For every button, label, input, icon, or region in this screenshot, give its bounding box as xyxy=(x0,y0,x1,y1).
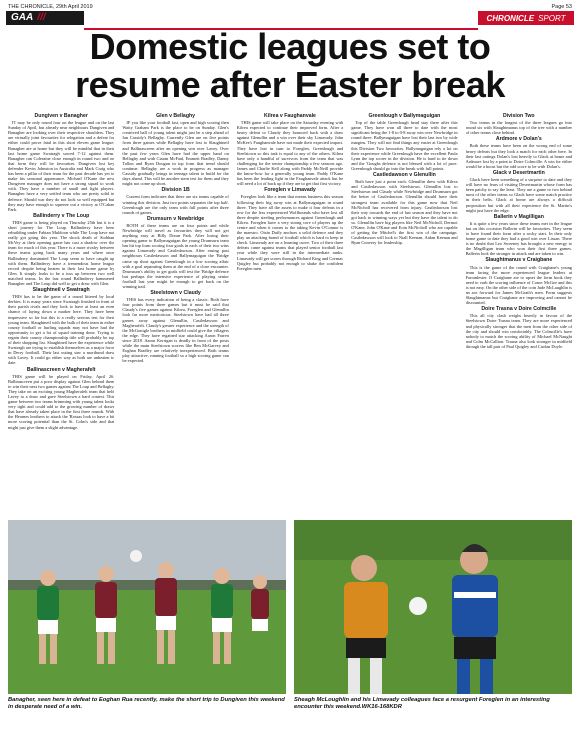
article-heading: Ballinderry v The Loup xyxy=(33,212,90,219)
article-body: This is the game of the round with Craigbane's young team facing the more experienced league leaders at Farranlester. If Craigbane are to upset the form book they need to curb the scoring influence of Conor McGee and this is not easy. On the other side of the coin Jude McLaughlin is an ace forward for James McGrath's men. Form suggests Slaughtmanus but Craigbane are improving and cannot be discounted. xyxy=(465,264,572,306)
article-heading: Ballinascreen v Magherafelt xyxy=(26,366,96,373)
article-body: Two teams in the longest of the three leagues go into round six with Slaughtmanus top of the tree with a number of other teams close behind. xyxy=(465,120,572,136)
article-body: IF you like your football fast, open and high scoring then Watty Graham Park is the place to be on Sunday. Glen's contrived ball of young talent might just be a step ahead of Ian Cassidy's Bellaghy. Currently Glen are on five points from three games while Bellaghy have lost to Slaughtneil and Ballinascreen after an opening win over Lavey. Over the past few years Glen have had the upper hand on Bellaghy and with Ciaran McFaul, Emmett Bradley, Danny Tallon and Ryan Dougan in top form that trend should continue. Bellaghy are a work in progress as manager Cassidy gradually brings in teenage talent to build for the days ahead. This will be another stern test for them and they might not come up short. xyxy=(122,120,229,187)
photo-row xyxy=(8,520,572,694)
photo-captions xyxy=(8,697,572,727)
right-photo-caption: Sheagh McLoughlin and his Limavady colleagues face a resurgent Foreglen in an interesting encounter this weekend.WK16-168KDR xyxy=(294,697,550,710)
column-5 xyxy=(466,112,572,516)
article-heading: Ardmore v Dolan's xyxy=(495,136,542,143)
article-heading: Dungiven v Banagher xyxy=(34,113,88,119)
article-body: THIS game will take place on the Saturday evening with Kilrea expected to continue their improved form. After a heavy defeat to Claudy they bounced back with a draw against Glenullin and a win over their sky Limavady. John McKee's Faughanvale have not made their expected impact. They have lost in turn to Foreglen, Greenlough and Steelstown so this task is equal to any of the others. Kilrea have only a handful of survivors from the team that was challenging for the senior championship a few seasons ago. James and Charlie Kell along with Paddy McNeill provide the know-how for a generally young team. Paddy O'Kane has been the leading light in the Faughanvale attack but he will need a lot of back up if they are to get that first victory. xyxy=(236,120,344,187)
article-body: Both these teams have been on the wrong end of some heavy defeats but they look a match for each other here. In their last outings Dolan's lost heavily to Glack at home and Ardmore lost by a point to Doire Colmcille. A win for either would be a boost but the odd score to be with Dolan's. xyxy=(465,143,572,169)
article-body: THIS has every indication of being a classic. Both have four points from three games but it must be said that Claudy's five games against Kilrea, Foreglen and Glenullin look far more meritorious. Steelstown have had all three games away against Glenullin, Castledawson and Magherafelt. Claudy's greater experience and the strength of the McGonigle brothers in midfield could give the villagers the edge. They have regained star attacking Aaron Farren since 2018. Aaron Kerrigan is deadly in front of the posts while the main Steelstown scorers like Ben McGarvey and Eoghan Bradley are relatively inexperienced. Both teams play attractive, running football so a high scoring game can be expected. xyxy=(122,297,229,364)
page-masthead xyxy=(8,2,572,11)
article-heading: Glack v Desertmartin xyxy=(492,169,545,176)
article-heading: Division 1B xyxy=(161,187,190,194)
headline-line-1: Domestic leagues set to xyxy=(89,26,491,67)
article-heading: Doire Trasna v Doire Colmcille xyxy=(481,306,557,313)
article-body: IT may be only round four on the league and on the last Sunday of April, but already near neighbours Dungiven and Banagher are looking over their respective shoulders. They are virtually joint favourites for relegation and a defeat for either could prove fatal in this short eleven game league. Banagher are at home but they will be mindful that in their last home game Swatragh sowed 7-12 against them. Banagher ran Coleraine close enough in round two and on that form they will be favourites. Dungiven lost key defender Kevin Johnston in Australia and Mark Craig who has been a pillar of their team for the past decade has yet to make his seasonal appearance. Michael O'Kane the new Dungiven manager does not have a strong squad to work with. They have a number of small and light players. Banagher have a very settled team who are pretty solid in defence. Should war they do not look so well equipped but they may have enough to squeeze out a victory at O'Cahan Park. xyxy=(8,120,115,212)
chronicle-label: CHRONICLE xyxy=(486,13,535,23)
masthead-page-number: Page 53 xyxy=(551,3,572,10)
article-heading: Division Two xyxy=(502,113,535,119)
article-heading: Kilrea v Faughanvale xyxy=(264,113,316,119)
limavady-player-illustration xyxy=(294,520,572,694)
article-heading: Glen v Bellaghy xyxy=(156,113,196,119)
article-body: Both have just a point each. Glenullin drew with Kilrea and Castledawson with Steelstown. Glenullin lost to Steelstown and Claudy while Newbridge and Drumsurn got the better of Castledawson. Glenullin should have their strongest team available for this game now that Neil McNicholl has recovered from injury. Castledawson lost their way towards the end of last season and they have not got back to winning ways yet but they have the talent to do so. Glenullin have big players like Neil McNicholl, Dermot O'Kane, John O'Kane and Eoin McNicholl who are capable of getting the Mitchel's the first win of the campaign. Castledawson will look to Niall Keenan, Aidan Keenan and Ryan Convery for leadership. xyxy=(351,179,458,246)
article-body: Top of the table Greenlough head stay there after this game. They have won all three to date with the most significant being the 1-8 to 0-8 away win over Newbridge in round three. Ballymaguigan have lost their last two by wide margins. They will not find things any easier at Greenlough this Division Two favourites. Ballymaguigan rely a lot on their experience while Greenlough have the excellent Paula Lynn the top scorer in the division. He is hard to tie down and the 'Goughs defence is not blessed with a lot of pace. Greenlough should go into the break with full points. xyxy=(351,120,458,171)
article-heading: Castledawson v Glenullin xyxy=(372,172,436,179)
article-heading: Foreglen v Limavady xyxy=(264,187,316,194)
column-3 xyxy=(237,112,343,516)
limavady-player-photo xyxy=(294,520,572,694)
article-body: Foreglen look like a team that means business this season following their big away win at Ballymaguigan in round three. They have all the assets to make it four defeats in a row for the less experienced Wolfhounds who have lost all three despite steeling performances against Greenlough and Kilrea. Foreglen have a very strong core of players up the centre and when it comes to the taking Kevin O'Connor is the maestro. Oisín Duffy anchors a solid defence and they play an attacking brand of football which is hard to keep in check. Limavady are on a learning curve. Two of their three defeats came against teams that played senior football last year while they were still in the intermediate ranks. Limavady will get scores through Richard King and Cormac Quigley but probably not enough to shake the confident Foreglen men. xyxy=(236,194,344,271)
page-headline xyxy=(0,28,580,104)
article-heading: Drumsurn v Newbridge xyxy=(147,215,205,222)
section-tag-slashes: /// xyxy=(37,12,46,23)
article-body: THIS has to be the game of a round littered by local derbies. It is many years since Swatragh finished in front of their parish rivals and they look to have at least an even chance of laying down a marker here. They have been impressive so far but this is a really serious test for their young team. Slaughtneil with the bulk of their team in either county football or hurling squads may not have had the opportunity to get a lot of squad training done. Trying to regain their county championship title will probably be top of their shopping list. Slaughtneil have the experience while Swatragh are trying to establish themselves as a major force in Derry football. Their last outing saw a moribund draw with Lavey. It could go either way as both are unbeaten to date. xyxy=(8,294,115,366)
article-heading: Slaughtneil v Swatragh xyxy=(32,287,90,294)
article-heading: Greenlough v Ballymaguigan xyxy=(368,113,441,119)
left-photo-caption: Banagher, seen here in defeat to Eoghan Rua recently, make the short trip to Dungiven this weekend in desperate need of a win. xyxy=(8,697,285,710)
column-1 xyxy=(8,112,114,516)
banagher-match-photo xyxy=(8,520,286,694)
gaa-section-tag xyxy=(6,11,84,25)
article-heading: Steelstown v Claudy xyxy=(150,290,201,297)
article-body: THIS game is being played on Thursday 25th but it is a short journey for The Loup. Ballinderry have been rebuilding under Fabian Muldoon while The Loup have not really got going this year. The shock death of Siobhan McVey at their opening game has cast a shadow over the team for much of this year. There is a more rivalry between these teams going back many years and where once Ballinderry dominated The Loup seem to have caught up with them. Ballinderry have a tremendous home league record despite being beaten in their last home game by Glen. It simply looks to be a toss up between two well matched teams. In the last round Ballinderry hammered Banagher and The Loup did well to get a draw with Glen. xyxy=(8,219,115,286)
article-body: This all city clash weighs heavily in favour of the Steelstown Doire Trasna team. They are more experienced and physically stronger that the men from the other side of the city and should win comfortably. The Colmcille's have nobody to match the scoring ability of Michael McNaught and Colm McCallion. Trasna also look stronger in midfield through the tall pair of Paul Quigley and Caolan Doyle. xyxy=(465,313,572,349)
article-heading: Slaughtmanus v Craigbane xyxy=(485,257,553,264)
headline-line-2: resume after Easter break xyxy=(75,64,505,105)
column-2 xyxy=(122,112,228,516)
article-body: Current form indicates that there are six teams capable of winning this division. Just two points separates the top half. Greenlough are the only team with full points after three rounds of games. xyxy=(122,194,229,215)
article-heading: Ballerin v Magilligan xyxy=(493,213,544,220)
chronicle-sport-tag xyxy=(478,11,574,25)
masthead-date: THE CHRONICLE, 29th April 2019 xyxy=(8,3,93,10)
article-columns xyxy=(8,112,572,516)
article-body: It is quite a few years since these teams met in the league but on this occasion Ballerin will be favourites. They seem to have found their form after a rocky start. In their only home game to date they had a good win over Lissan. There is no doubt that Leo Sweeney has brought a new energy to the Magilligan team who won their first three games. Ballerin look the stronger in attack and are taken to win. xyxy=(465,220,572,257)
banagher-match-illustration xyxy=(8,520,286,694)
column-4 xyxy=(351,112,457,516)
gaa-label: GAA xyxy=(11,12,34,23)
article-body: Glack have been something of a surprise to date and they will have no fears of visiting Desertmartin whose form has been patchy to say the least. They are a game or two behind most of the other teams so Glack have some match practice in their belts. Glack at home are always a difficult proposition but with all their experience the St. Martin's might just have the edge. xyxy=(465,177,572,213)
sport-label: SPORT xyxy=(538,13,566,23)
article-body: THIS game will be played on Friday, April 26. Ballinascreen put a poor display against Glen behind them to win their next two games against The Loup and Bellaghy. They take on an exciting young Magherafelt team that held Lavey to a draw and gave Steelstown a hard contest. This game between two teams brimming with young talent looks very tight and could add to the growing number of draws that have already taken place in the first three rounds. With the Hearnes brothers to attack the 'Rossas look to have a bit more scoring potential than the St. Colm's side and that might just give them a slight advantage. xyxy=(8,373,115,430)
article-body: BOTH of these teams are on four points and while Newbridge will travel as favourites they will not get anything easy at Billy Doran Park. After losing their opening game to Ballymaguigan the young Drumsurn team has hit top form scoring four goals in each of their two wins against Limavady and Castledawson. After easing past neighbours Castledawson and Ballymaguigan the 'Bridge came up short against Greenlough in a low scoring affair with a goal separating them at the end of a close encounter. Drumsurn's ability to get goals will test the 'Bridge defence but perhaps the intensive experience of playing senior football last year might be enough to get back on the winning trail. xyxy=(122,222,229,289)
section-header xyxy=(0,11,580,25)
